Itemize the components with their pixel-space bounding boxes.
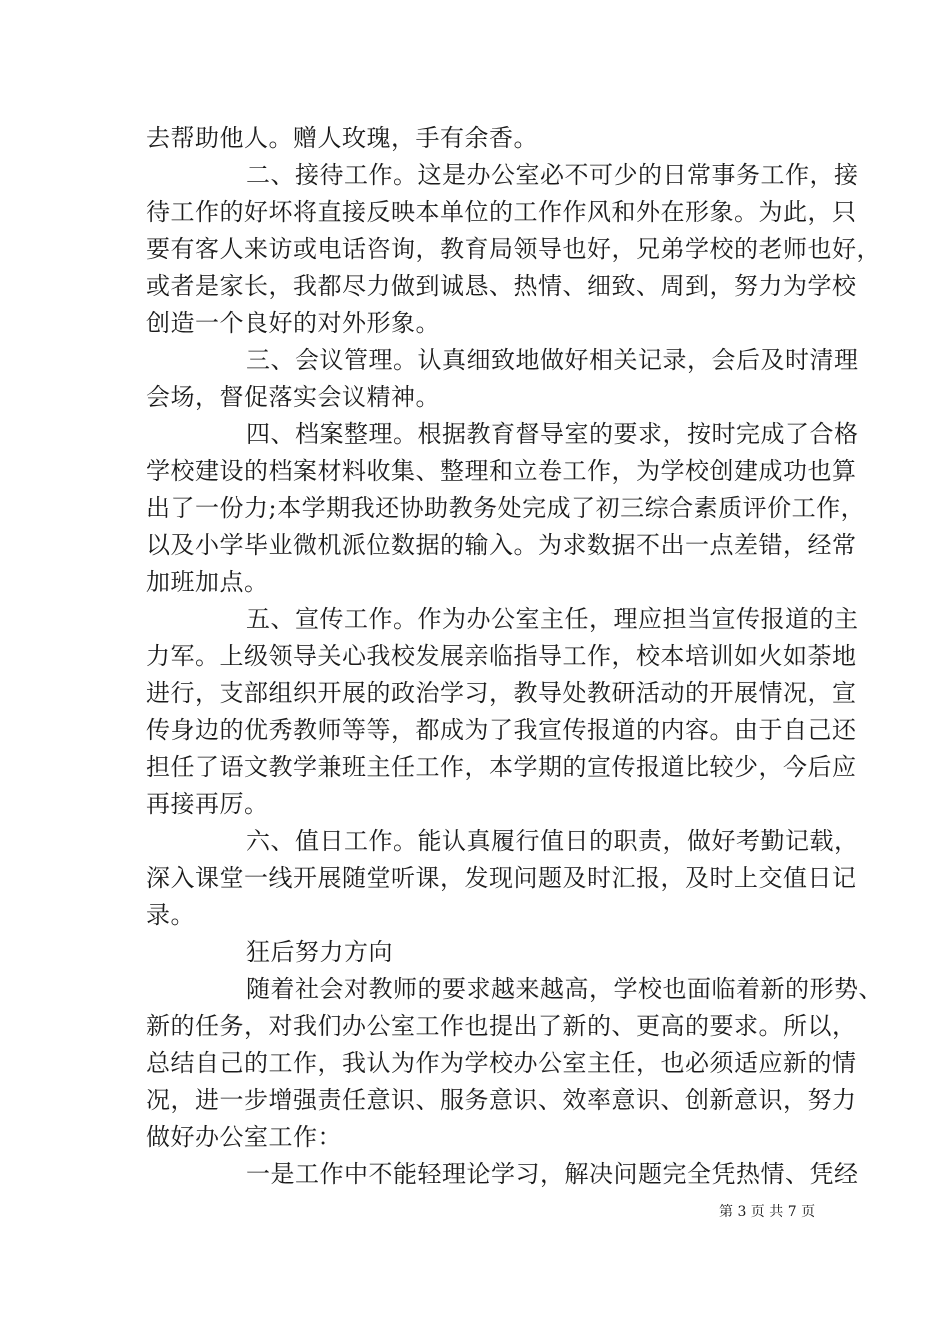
text-line: 学校建设的档案材料收集、整理和立卷工作，为学校创建成功也算 [146, 457, 857, 485]
text-line: 创造一个良好的对外形象。 [146, 309, 440, 337]
text-line: 五、宣传工作。作为办公室主任，理应担当宣传报道的主 [246, 605, 859, 633]
text-line: 力军。上级领导关心我校发展亲临指导工作，校本培训如火如荼地 [146, 642, 857, 670]
text-line: 录。 [146, 901, 195, 929]
text-line: 四、档案整理。根据教育督导室的要求，按时完成了合格 [246, 420, 859, 448]
text-line: 再接再厉。 [146, 790, 269, 818]
text-line: 待工作的好坏将直接反映本单位的工作作风和外在形象。为此，只 [146, 198, 857, 226]
text-line: 一是工作中不能轻理论学习，解决问题完全凭热情、凭经 [246, 1160, 859, 1188]
page-number: 第 3 页 共 7 页 [719, 1204, 816, 1220]
text-line: 随着社会对教师的要求越来越高，学校也面临着新的形势、 [246, 975, 883, 1003]
text-line: 六、值日工作。能认真履行值日的职责，做好考勤记载， [246, 827, 859, 855]
text-line: 做好办公室工作： [146, 1123, 342, 1151]
text-line: 去帮助他人。赠人玫瑰，手有余香。 [146, 124, 538, 152]
text-line: 新的任务，对我们办公室工作也提出了新的、更高的要求。所以， [146, 1012, 857, 1040]
text-line: 担任了语文教学兼班主任工作，本学期的宣传报道比较少，今后应 [146, 753, 857, 781]
text-line: 以及小学毕业微机派位数据的输入。为求数据不出一点差错，经常 [146, 531, 857, 559]
text-line: 深入课堂一线开展随堂听课，发现问题及时汇报，及时上交值日记 [146, 864, 857, 892]
text-line: 或者是家长，我都尽力做到诚恳、热情、细致、周到，努力为学校 [146, 272, 857, 300]
text-line: 传身边的优秀教师等等，都成为了我宣传报道的内容。由于自己还 [146, 716, 857, 744]
text-line: 会场，督促落实会议精神。 [146, 383, 440, 411]
text-line: 二、接待工作。这是办公室必不可少的日常事务工作，接 [246, 161, 859, 189]
text-line: 出了一份力;本学期我还协助教务处完成了初三综合素质评价工作， [146, 494, 866, 522]
text-line: 三、会议管理。认真细致地做好相关记录，会后及时清理 [246, 346, 859, 374]
text-line: 况，进一步增强责任意识、服务意识、效率意识、创新意识，努力 [146, 1086, 857, 1114]
text-line: 进行，支部组织开展的政治学习，教导处教研活动的开展情况，宣 [146, 679, 857, 707]
text-line: 要有客人来访或电话咨询，教育局领导也好，兄弟学校的老师也好， [146, 235, 881, 263]
section-heading: 狂后努力方向 [246, 938, 393, 966]
text-line: 加班加点。 [146, 568, 269, 596]
text-line: 总结自己的工作，我认为作为学校办公室主任，也必须适应新的情 [146, 1049, 857, 1077]
